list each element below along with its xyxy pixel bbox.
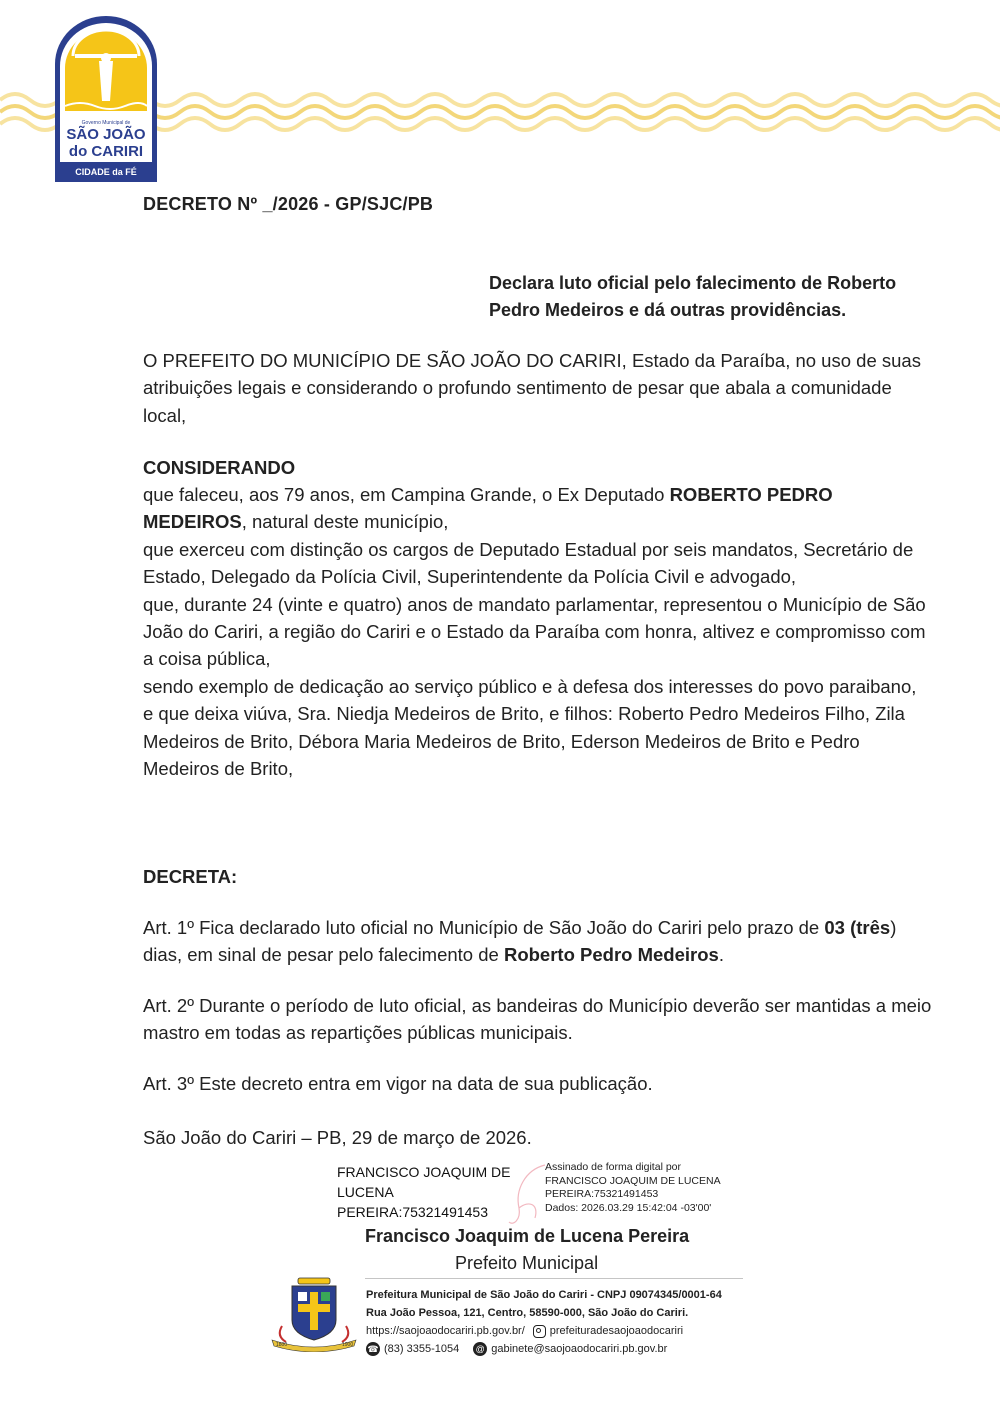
footer-divider bbox=[365, 1278, 743, 1279]
footer-website-link[interactable]: https://saojoaodocariri.pb.gov.br/ bbox=[366, 1325, 525, 1337]
decree-heading: DECRETO Nº _/2026 - GP/SJC/PB bbox=[143, 194, 434, 214]
date-line: São João do Cariri – PB, 29 de março de 2026. bbox=[143, 1127, 532, 1148]
footer-phone-row bbox=[366, 1340, 722, 1358]
considerando-item-5: e que deixa viúva, Sra. Niedja Medeiros de Brito, e filhos: Roberto Pedro Medeiros Filho, Zila Medeiros de Brito, Débora Maria Medeiros de Brito, Ederson Medeiros de Brito e Pedro Medeiros de Brito, bbox=[143, 703, 905, 780]
signatory-name: Francisco Joaquim de Lucena Pereira bbox=[365, 1226, 690, 1246]
considerando-item-1 bbox=[143, 481, 933, 536]
art1-name: Roberto Pedro Medeiros bbox=[503, 944, 719, 966]
logo-line2: do CARIRI bbox=[68, 143, 144, 160]
municipality-logo bbox=[55, 16, 157, 182]
email-icon: @ bbox=[473, 1342, 487, 1356]
c1-text-end: , natural deste município, bbox=[241, 511, 449, 533]
considerando-item-2: que exerceu com distinção os cargos de Deputado Estadual por seis mandatos, Secretário de Estado, Delegado da Polícia Civil, Superintendente da Polícia Civil e advogado, bbox=[143, 538, 914, 588]
decree-ementa: Declara luto oficial pelo falecimento de Roberto Pedro Medeiros e dá outras providências. bbox=[489, 273, 897, 320]
considerando-item-3: que, durante 24 (vinte e quatro) anos de mandato parlamentar, representou o Município de São João do Cariri, a região do Cariri e o Estado da Paraíba com honra, altivez e compromisso com a coisa pública, bbox=[143, 593, 926, 670]
c1-text: que faleceu, aos 79 anos, em Campina Grande, o Ex Deputado bbox=[143, 484, 670, 505]
municipal-crest-icon bbox=[268, 1276, 360, 1352]
logo-line1: SÃO JOÃO bbox=[66, 126, 146, 143]
art1-duration: 03 (três bbox=[824, 917, 891, 938]
sig-name-line1: FRANCISCO JOAQUIM DE bbox=[337, 1164, 511, 1180]
footer-email-link[interactable]: gabinete@saojoaodocariri.pb.gov.br bbox=[491, 1343, 668, 1355]
sig-meta-line4: Dados: 2026.03.29 15:42:04 -03'00' bbox=[545, 1201, 712, 1214]
considerando-list bbox=[143, 481, 933, 782]
footer-contact bbox=[366, 1286, 722, 1358]
article-2: Art. 2º Durante o período de luto oficial, as bandeiras do Município deverão ser mantidas a meio mastro em todas as repartições públicas municipais. bbox=[143, 995, 932, 1044]
phone-icon: ☎ bbox=[367, 1344, 379, 1355]
logo-top-text: Governo Municipal de bbox=[81, 120, 131, 126]
footer-instagram-link[interactable]: prefeituradesaojoaodocariri bbox=[549, 1325, 684, 1337]
footer-web-row bbox=[366, 1322, 722, 1340]
decreta-title: DECRETA: bbox=[143, 866, 238, 887]
sig-name-line3: PEREIRA:75321491453 bbox=[337, 1204, 488, 1220]
art1-text-mid: ) dias, em sinal de pesar pelo falecimento de bbox=[143, 917, 897, 966]
digital-signature-meta bbox=[545, 1161, 745, 1215]
footer-phone[interactable]: (83) 3355-1054 bbox=[384, 1343, 460, 1355]
footer-cnpj: Prefeitura Municipal de São João do Cariri - CNPJ 09074345/0001-64 bbox=[366, 1289, 722, 1301]
art1-text-end: . bbox=[718, 944, 724, 966]
instagram-icon bbox=[533, 1325, 546, 1338]
decree-preamble: O PREFEITO DO MUNICÍPIO DE SÃO JOÃO DO CARIRI, Estado da Paraíba, no uso de suas atribuições legais e considerando o profundo sentimento de pesar que abala a comunidade local, bbox=[143, 350, 921, 426]
article-1 bbox=[143, 914, 933, 969]
footer-address: Rua João Pessoa, 121, Centro, 58590-000, São João do Cariri. bbox=[366, 1307, 689, 1319]
deceased-name: ROBERTO PEDRO MEDEIROS bbox=[143, 484, 833, 533]
sig-name-line2: LUCENA bbox=[337, 1184, 394, 1200]
art1-text: Art. 1º Fica declarado luto oficial no Município de São João do Cariri pelo prazo de bbox=[143, 917, 825, 938]
digital-signature-name bbox=[337, 1162, 527, 1222]
signatory-role: Prefeito Municipal bbox=[455, 1253, 599, 1273]
sig-meta-line1: Assinado de forma digital por bbox=[545, 1161, 681, 1173]
sig-meta-line2: FRANCISCO JOAQUIM DE LUCENA bbox=[545, 1174, 721, 1187]
considerando-item-4: sendo exemplo de dedicação ao serviço público e à defesa dos interesses do povo paraibano, bbox=[143, 675, 917, 697]
sig-meta-line3: PEREIRA:75321491453 bbox=[545, 1188, 659, 1200]
considerando-title: CONSIDERANDO bbox=[143, 457, 296, 478]
logo-tagline: CIDADE da FÉ bbox=[75, 167, 137, 177]
article-3: Art. 3º Este decreto entra em vigor na data de sua publicação. bbox=[143, 1073, 653, 1094]
crest-year-left: 1800 bbox=[276, 1342, 288, 1348]
crest-year-right: 1900 bbox=[342, 1342, 354, 1348]
